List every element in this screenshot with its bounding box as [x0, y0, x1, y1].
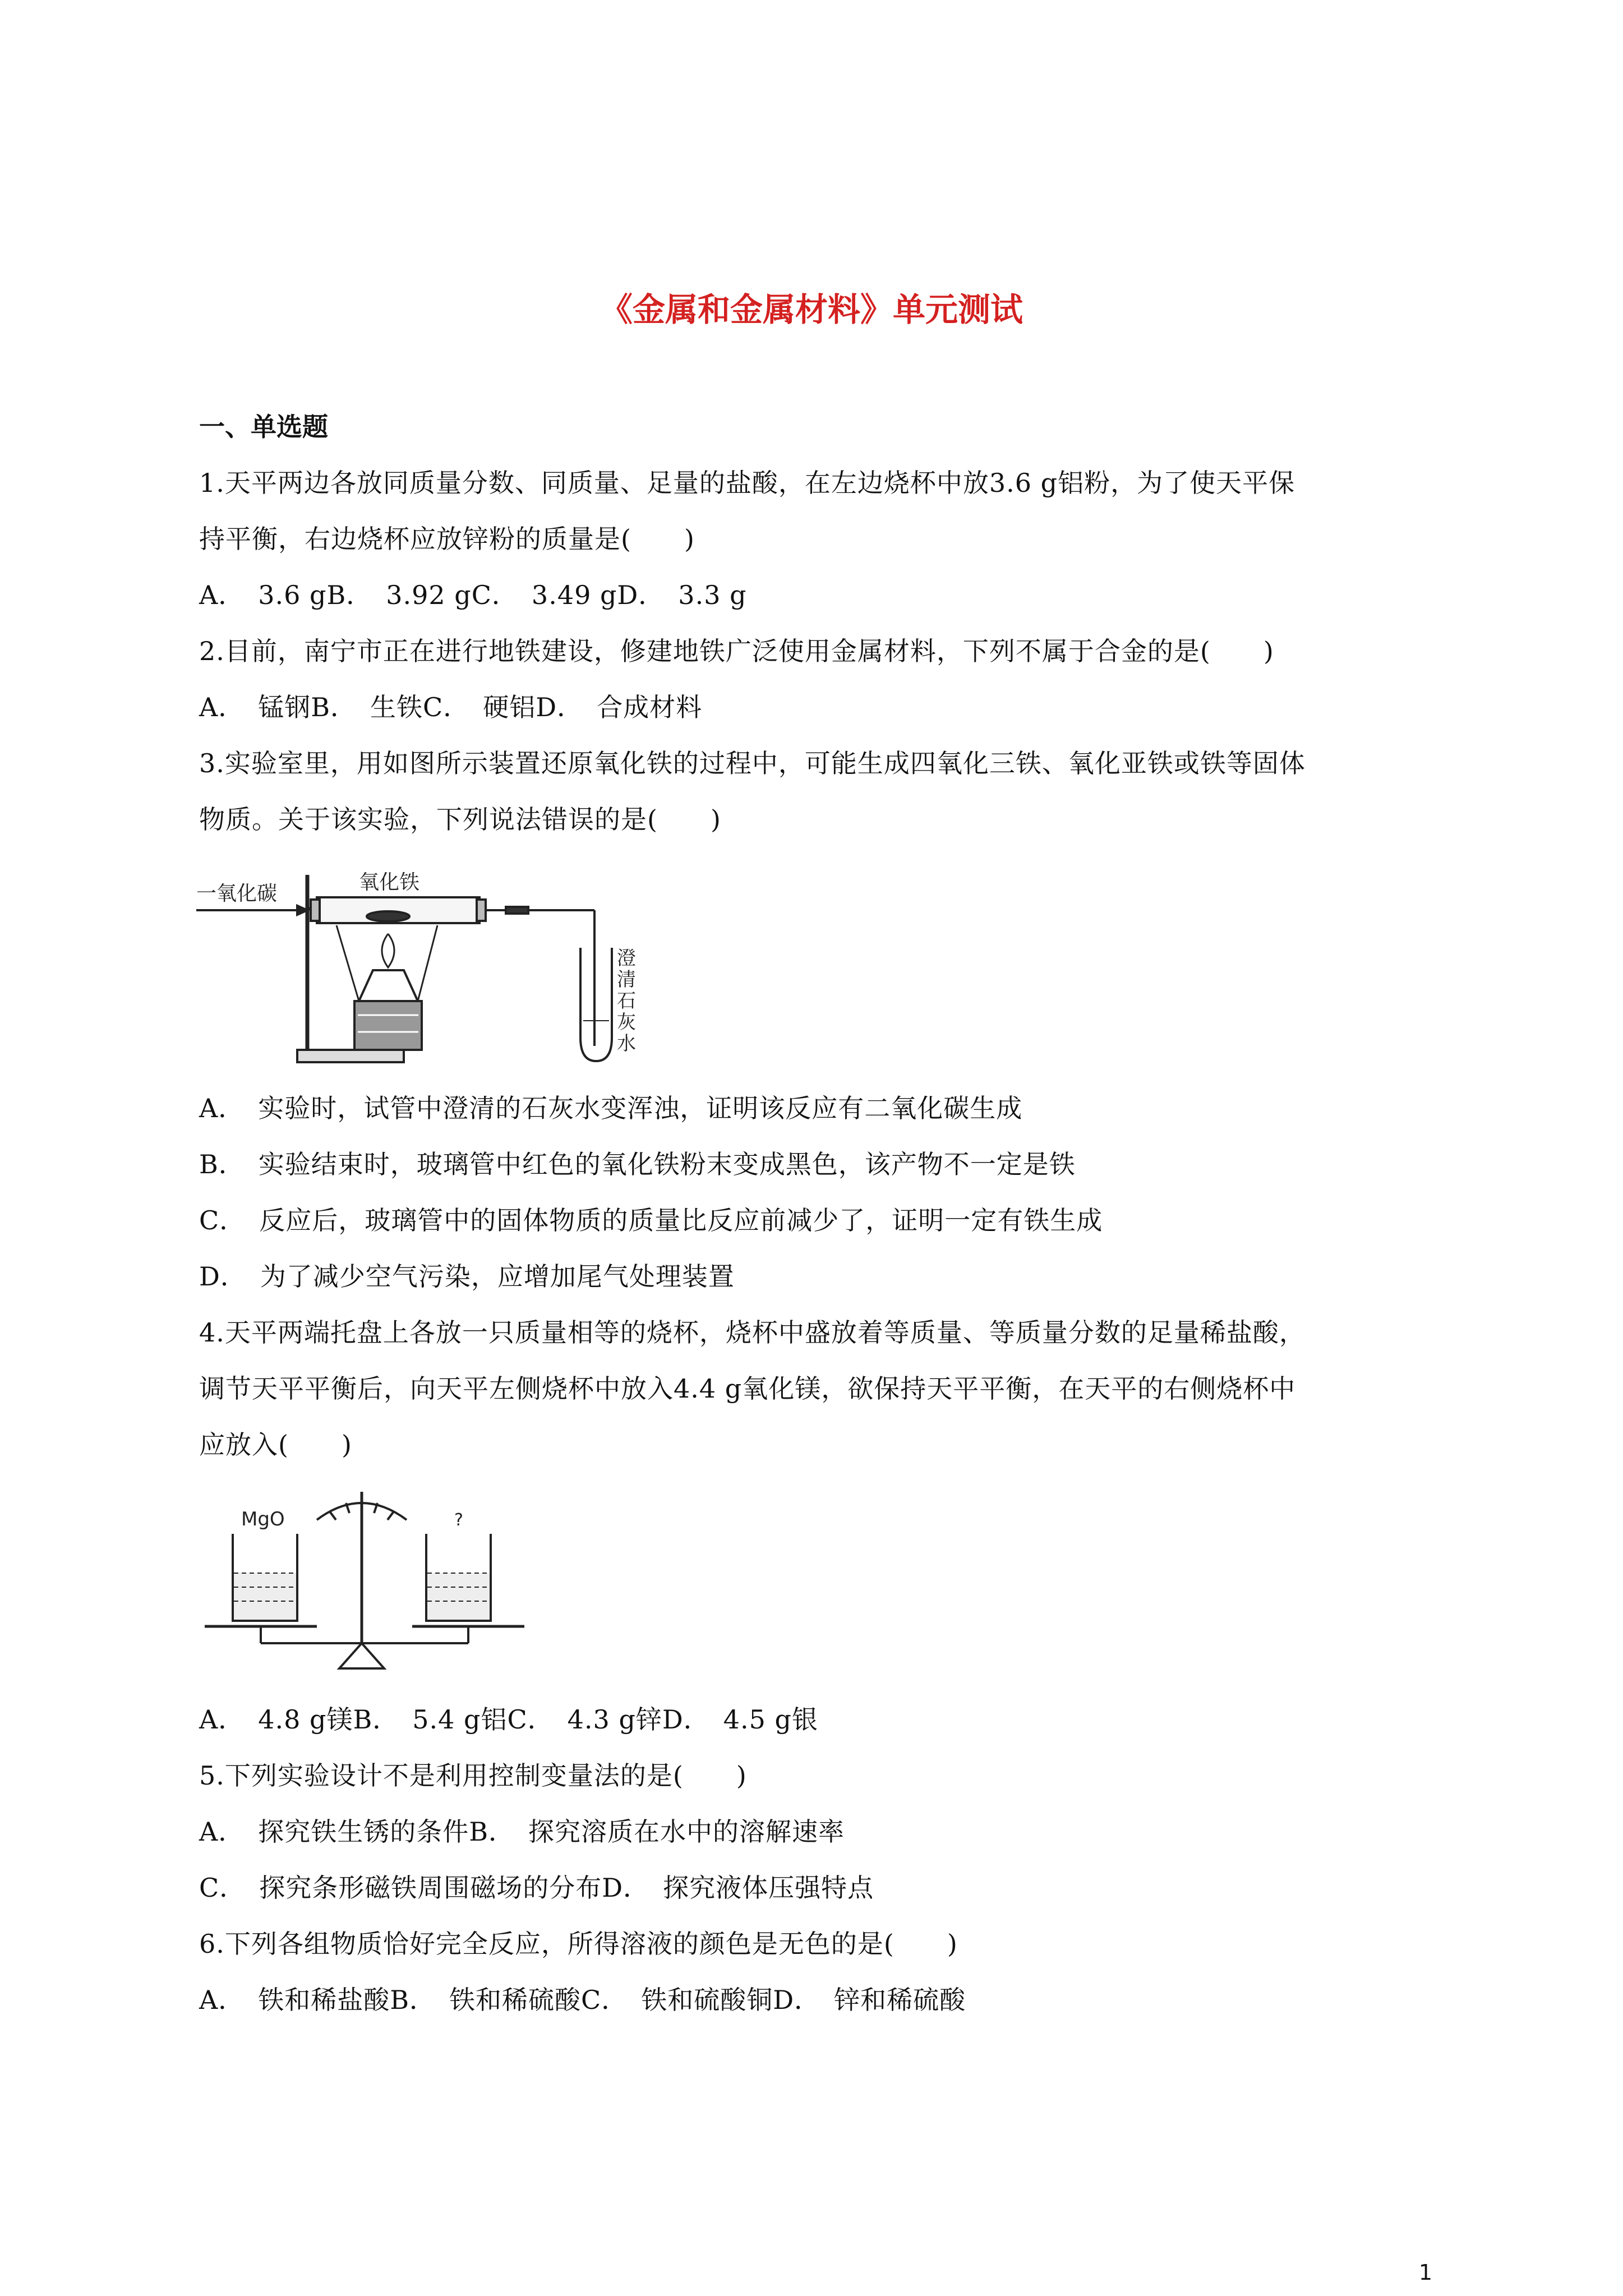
q5-options-1: A． 探究铁生锈的条件B． 探究溶质在水中的溶解速率 — [199, 1816, 845, 1847]
page-title: 《金属和金属材料》单元测试 — [600, 291, 1023, 329]
co-label: 一氧化碳 — [196, 882, 278, 905]
q3-option-d: D． 为了减少空气污染，应增加尾气处理装置 — [199, 1261, 735, 1292]
q2-options: A． 锰钢B． 生铁C． 硬铝D． 合成材料 — [199, 692, 703, 722]
q6-line1: 6.下列各组物质恰好完全反应，所得溶液的颜色是无色的是( ) — [199, 1929, 958, 1959]
q6-options: A． 铁和稀盐酸B． 铁和稀硫酸C． 铁和硫酸铜D． 锌和稀硫酸 — [199, 1985, 966, 2015]
limewater-char-1: 澄 — [617, 947, 636, 970]
q1-options: A． 3.6 gB． 3.92 gC． 3.49 gD． 3.3 g — [199, 580, 747, 610]
fe2o3-label: 氧化铁 — [359, 871, 420, 894]
q1-line2: 持平衡，右边烧杯应放锌粉的质量是( ) — [199, 524, 695, 554]
section-heading: 一、单选题 — [199, 412, 328, 442]
limewater-char-2: 清 — [617, 969, 636, 991]
q4-line2: 调节天平平衡后，向天平左侧烧杯中放入4.4 g氧化镁，欲保持天平平衡，在天平的右侧烧杯中 — [199, 1373, 1296, 1404]
q3-option-b: B． 实验结束时，玻璃管中红色的氧化铁粉末变成黑色，该产物不一定是铁 — [199, 1149, 1076, 1179]
limewater-char-3: 石 — [617, 990, 636, 1012]
q3-option-a: A． 实验时，试管中澄清的石灰水变浑浊，证明该反应有二氧化碳生成 — [199, 1093, 1023, 1123]
limewater-char-4: 灰 — [617, 1011, 636, 1034]
limewater-char-5: 水 — [617, 1032, 636, 1055]
q3-line2: 物质。关于该实验，下列说法错误的是( ) — [199, 804, 721, 835]
balance-figure — [199, 1475, 569, 1694]
co-reduction-apparatus-figure — [191, 852, 639, 1071]
page-number: 1 — [1418, 2260, 1432, 2285]
q3-option-c: C． 反应后，玻璃管中的固体物质的质量比反应前减少了，证明一定有铁生成 — [199, 1205, 1103, 1235]
mgo-label: MgO — [241, 1508, 285, 1530]
q1-line1: 1.天平两边各放同质量分数、同质量、足量的盐酸，在左边烧杯中放3.6 g铝粉，为了使天平保 — [199, 468, 1295, 498]
unknown-label: ? — [454, 1510, 463, 1530]
q5-options-2: C． 探究条形磁铁周围磁场的分布D． 探究液体压强特点 — [199, 1873, 874, 1903]
q4-line1: 4.天平两端托盘上各放一只质量相等的烧杯，烧杯中盛放着等质量、等质量分数的足量稀盐酸， — [199, 1317, 1306, 1348]
q4-options: A． 4.8 g镁B． 5.4 g铝C． 4.3 g锌D． 4.5 g银 — [199, 1704, 818, 1735]
q3-line1: 3.实验室里，用如图所示装置还原氧化铁的过程中，可能生成四氧化三铁、氧化亚铁或铁等固体 — [199, 748, 1306, 778]
q5-line1: 5.下列实验设计不是利用控制变量法的是( ) — [199, 1760, 747, 1791]
q2-line1: 2.目前，南宁市正在进行地铁建设，修建地铁广泛使用金属材料，下列不属于合金的是( ) — [199, 636, 1274, 666]
q4-line3: 应放入( ) — [199, 1430, 352, 1460]
